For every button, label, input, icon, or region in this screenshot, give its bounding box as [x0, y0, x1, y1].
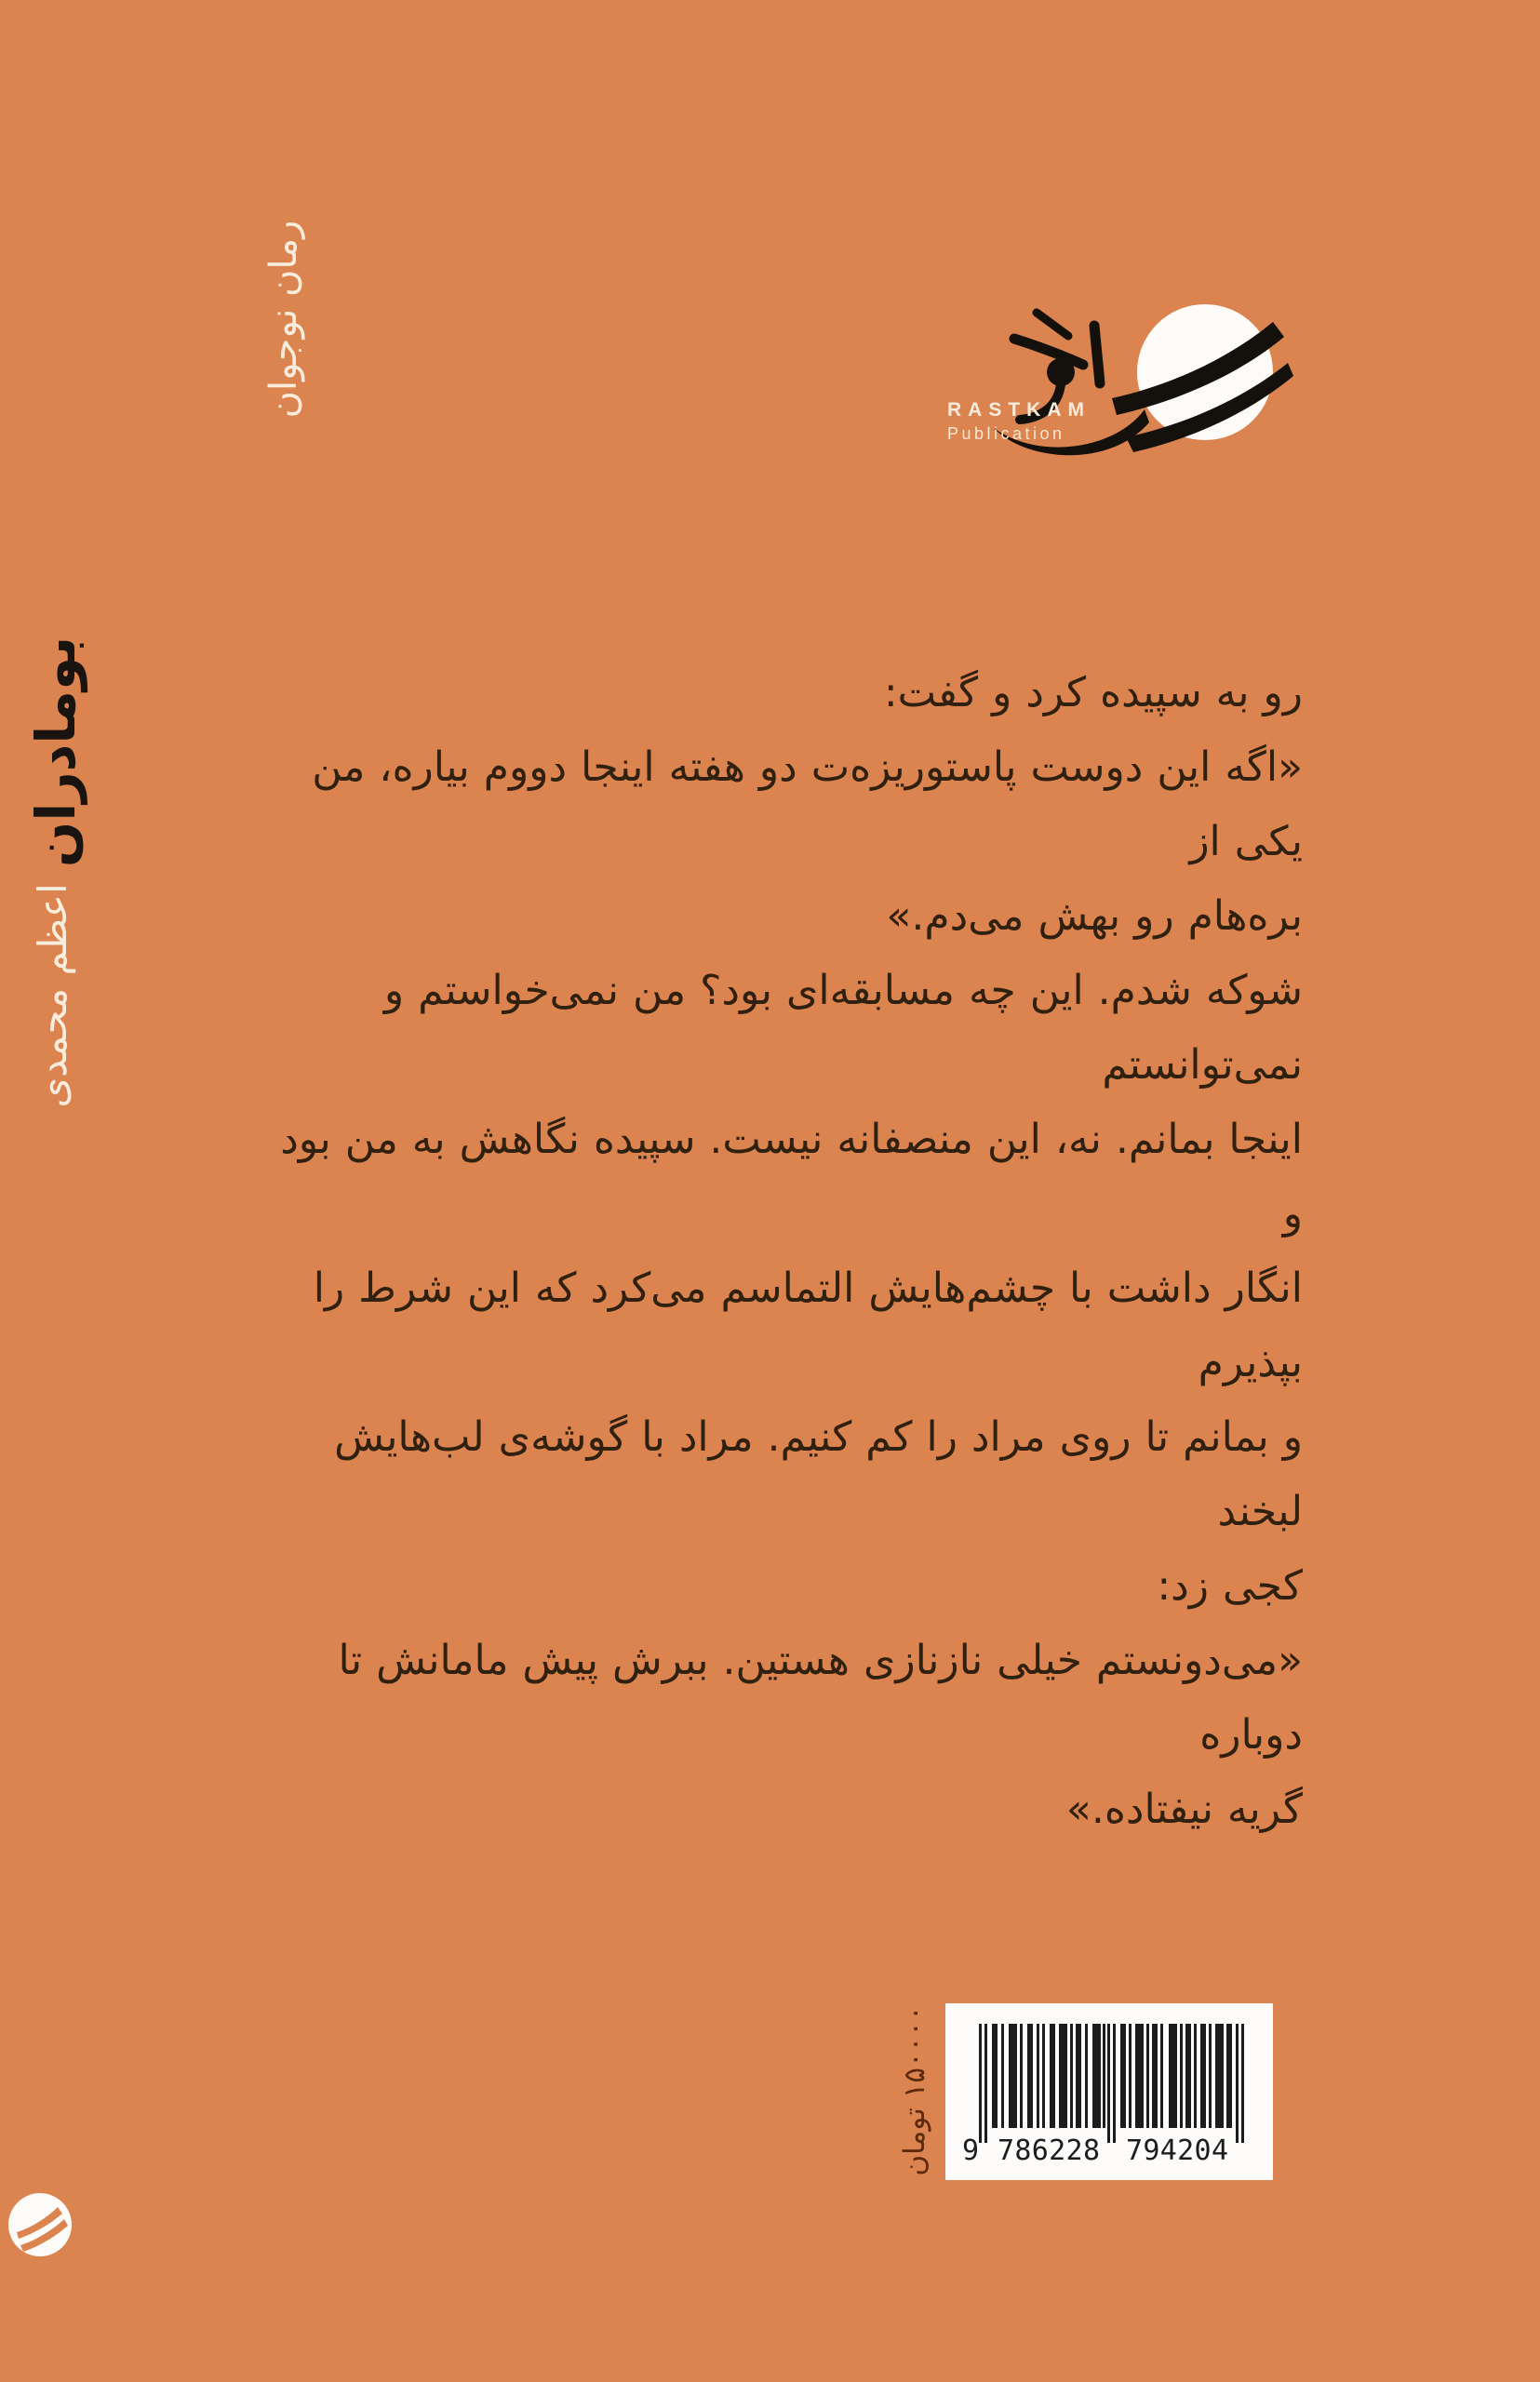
publisher-logo: [921, 279, 1293, 465]
blurb-line: «اگه این دوست پاستوریزه‌ت دو هفته اینجا دووم بیاره، من یکی از: [312, 743, 1303, 865]
blurb-line: گریه نیفتاده.»: [1065, 1786, 1303, 1833]
barcode-icon: [945, 2003, 1273, 2180]
rastkam-swoosh-icon: [7, 2192, 73, 2257]
blurb-line: «می‌دونستم خیلی نازنازی هستین. ببرش پیش مامانش تا دوباره: [338, 1637, 1303, 1759]
category-label: رمان نوجوان: [262, 220, 305, 419]
blurb-line: رو به سپیده کرد و گفت:: [883, 669, 1303, 716]
blurb-line: انگار داشت با چشم‌هایش التماسم می‌کرد که این شرط را بپذیرم: [313, 1265, 1303, 1386]
publisher-mark: [7, 2192, 73, 2257]
publisher-name-en: RASTKAM: [947, 399, 1091, 421]
blurb-line: بره‌هام رو بهش می‌دم.»: [886, 892, 1303, 940]
back-cover-blurb: [270, 656, 1303, 1847]
book-title: بومادران: [24, 636, 87, 868]
blurb-line: اینجا بمانم. نه، این منصفانه نیست. سپیده نگاهش به من بود و: [280, 1116, 1303, 1238]
publisher-subtitle: Publication: [947, 424, 1065, 443]
author-name: اعظم محمدی: [29, 883, 75, 1108]
blurb-line: کجی زد:: [1157, 1562, 1303, 1610]
isbn-digits-left-group: 786228: [998, 2134, 1100, 2167]
isbn-digit-lead: 9: [962, 2134, 980, 2167]
price-label: ۱۵۰۰۰۰ تومان: [898, 2005, 931, 2176]
isbn-barcode: [945, 2003, 1273, 2180]
isbn-digits-right-group: 794204: [1126, 2134, 1228, 2167]
blurb-line: شوکه شدم. این چه مسابقه‌ای بود؟ من نمی‌خواستم و نمی‌توانستم: [383, 967, 1303, 1089]
blurb-line: و بمانم تا روی مراد را کم کنیم. مراد با گوشه‌ی لب‌هایش لبخند: [334, 1413, 1303, 1535]
rastkam-calligraphy-icon: [921, 279, 1293, 465]
